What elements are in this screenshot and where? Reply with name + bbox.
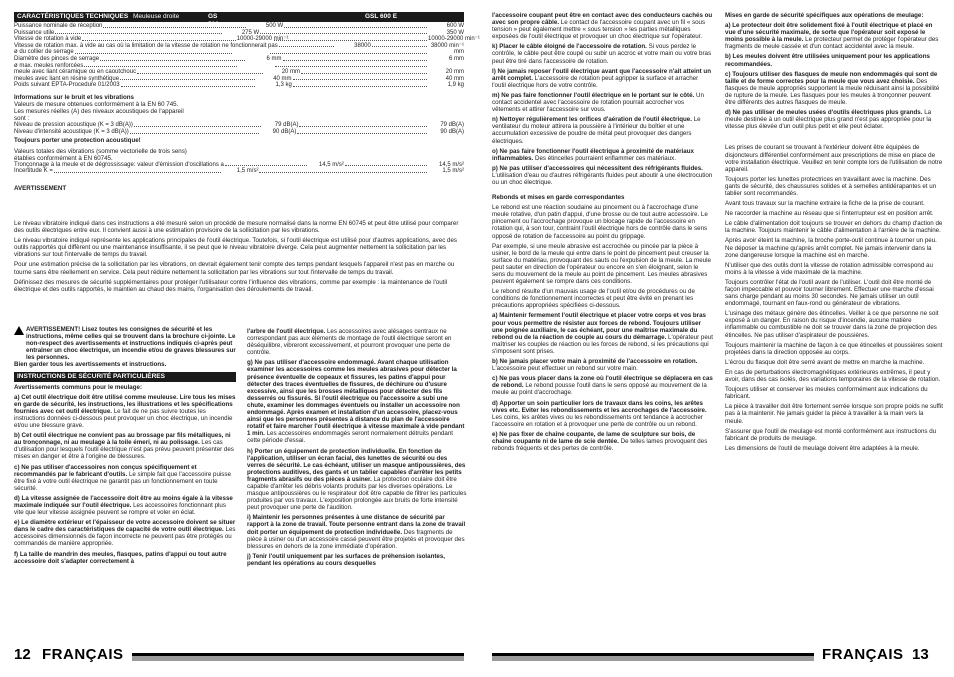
bold-lead: e) Le diamètre extérieur et l'épaisseur de votre accessoire doivent se situer dans le cadre des caractéristiques de capacité de votre outil électrique.: [14, 519, 236, 534]
paragraph: Toujours contrôler l'état de l'outil avant de l'utiliser. L'outil doit être monté de façon impeccable et pouvoir tourner librement. Effectuer une marche d'essai sans charge pendant au moins 30 secondes. Ne jamais utiliser un outil endommagé, tournant en faux-rond ou générateur de vibrations.: [725, 278, 934, 308]
body-text: Le ventilateur du moteur attirera la poussière à l'intérieur du boîtier et une accumulation excessive de poudre de métal peut provoquer des dangers électriques.: [492, 116, 701, 145]
col-b-paragraphs: [14, 394, 236, 565]
dot-leader: [259, 168, 427, 173]
col-e-plain: [725, 144, 943, 451]
text-line: Les mesures réelles (A) des niveaux acoustiques de l'appareil: [14, 108, 184, 116]
spec-value-a: 6 mm: [266, 55, 282, 62]
paragraph: La pièce à travailler doit être fortement serrée lorsque son propre poids ne suffit pas à la maintenir. Ne jamais guider la pièce à travailler à la main vers la meule.: [725, 403, 943, 425]
warning-block: AVERTISSEMENT! Lisez toutes les consignes de sécurité et les instructions, même celles qui se trouvent dans la brochure ci-jointe. Le non-respect des avertissements et instructions indiqués ci-après peut entraîner un choc électrique, un incendie et/ou de graves blessures sur les personnes.: [26, 326, 236, 362]
spec-value-b: 79 dB(A): [440, 122, 464, 129]
bold-lead: f) La taille de mandrin des meules, flasques, patins d'appui ou tout autre accessoire doit s'adapter correctement à: [14, 550, 227, 565]
paragraph: [492, 148, 713, 162]
dot-leader: [100, 56, 244, 61]
bold-lead: c) Ne pas utiliser d'accessoires non conçus spécifiquement et recommandés par le fabricant d'outils.: [14, 463, 197, 478]
paragraph: S'assurer que l'outil de meulage est monté conformément aux instructions du fabricant de produits de meulage.: [725, 427, 937, 442]
spec-value-a: 90 dB(A): [272, 128, 297, 135]
paragraph: [14, 432, 236, 460]
dot-leader: [225, 162, 307, 167]
paragraph: Le niveau vibratoire indiqué représente les applications principales de l'outil électrique. Toutefois, si l'outil électrique est utilisé pour d'autres applications, avec des outils rapportés qui diffèrent ou une maintenance insuffisante, il se peut que le niveau vibratoire diverge. Cela peut augmenter nettement la sollicitation par les vibrations sur tout l'intervalle de temps du travail.: [14, 237, 457, 259]
spec-row: [14, 69, 464, 76]
bold-lead: j) Tenir l'outil uniquement par les surfaces de préhension isolantes, pendant les opérations au cours desquelles: [247, 552, 446, 567]
paragraph: [725, 71, 943, 106]
spec-row: [14, 30, 464, 37]
spec-row: [14, 122, 464, 129]
paragraph: Pour une estimation précise de la sollicitation par les vibrations, on devrait également tenir compte des temps pendant lesquels l'appareil n'est pas en marche ou tourne sans être réellement en service. Cela peut réduire nettement la sollicitation par les vibrations sur tout l'intervalle de temps du travail.: [14, 261, 455, 276]
spec-row: [14, 129, 464, 136]
dot-leader: [297, 129, 427, 134]
noise-title: Informations sur le bruit et les vibrations: [14, 93, 134, 101]
dot-leader: [121, 82, 255, 87]
body-text: Les cas d'utilisation pour lesquels l'outil électrique n'est pas prévu peuvent présenter des mises en danger et être à l'origine de blessures.: [14, 439, 234, 461]
rebonds-paragraphs: [492, 204, 713, 309]
spec-row: [14, 162, 464, 169]
text-line: Valeurs totales des vibrations (somme vectorielle de trois sens): [14, 147, 187, 155]
body-text: La protection oculaire doit être capable d'arrêter les débris volants produits par les diverses opérations. Le masque antipoussières ou le respirateur doit être capable de filtrer les particules produites par vos travaux. L'exposition prolongée aux bruits de forte intensité peut provoquer une perte de l'audition.: [247, 475, 467, 512]
spec-row: [14, 49, 464, 56]
spec-value-b: 350 W: [446, 29, 465, 36]
bold-lead: a) Le protecteur doit être solidement fixé à l'outil électrique et placé en vue d'une sécurité maximale, de sorte que l'opérateur soit exposé le moins possible à la meule.: [725, 22, 933, 44]
model-1: GS 500 E: [208, 13, 219, 36]
vib-table: [14, 161, 465, 175]
spec-row: [14, 23, 464, 30]
dot-leader: [279, 43, 334, 48]
spec-label: Puissance nominale de réception: [14, 23, 103, 29]
paragraph: Par exemple, si une meule abrasive est accrochée ou pincée par la pièce à usiner, le bord de la meule qui entre dans le point de pincement peut creuser la surface du matériau, provoquant des sauts ou l'expulsion de la meule. La meule peut sauter en direction de l'opérateur ou encore en s'en éloignant, selon le sens du mouvement de la meule au point de pincement. Les meules abrasives peuvent également se rompre dans ces conditions.: [492, 242, 711, 286]
body-text: Le rebond pousse l'outil dans le sens opposé au mouvement de la meule au point d'accrochage.: [492, 382, 707, 397]
page-number-right: 13: [912, 646, 929, 663]
bold-lead: p) Ne pas utiliser d'accessoires qui nécessitent des réfrigérants fluides.: [492, 164, 703, 172]
safety-column-b: [14, 326, 236, 568]
bold-lead: l) Ne jamais reposer l'outil électrique avant que l'accessoire n'ait atteint un arrêt complet.: [492, 67, 711, 82]
keep-instructions: Bien garder tous les avertissements et instructions.: [14, 361, 167, 369]
spec-label: Tronçonnage à la meule et de dégrossissage: valeur d'émission d'oscillations a: [14, 161, 224, 168]
paragraph: [14, 464, 236, 492]
body-text: Si vous perdez le contrôle, le câble peut être coupé ou subir un accroc et votre main ou votre bras peut être tiré dans l'accessoire de rotation.: [492, 43, 712, 65]
spec-value-a: 10000-29000 min⁻¹: [236, 36, 289, 43]
paragraph: Ne raccorder la machine au réseau que si l'interrupteur est en position arrêt.: [725, 210, 934, 218]
body-text: L'utilisation d'eau ou d'autres réfrigérants fluides peut aboutir à une électrocution ou un choc électrique.: [492, 171, 713, 186]
dot-leader: [130, 129, 260, 134]
dot-leader: [55, 30, 222, 35]
paragraph: [247, 514, 467, 549]
common-warnings: Avertissements communs pour le meulage:: [14, 383, 143, 391]
vib-text: [14, 148, 240, 162]
paragraph: Les dimensions de l'outil de meulage doivent être adaptées à la meule.: [725, 444, 920, 452]
safety-column-d: [492, 12, 713, 455]
paragraph: [492, 375, 713, 396]
bold-lead: e) Ne pas fixer de chaîne coupante, de lame de sculpture sur bois, de chaîne coupante ni de lame de scie dentée.: [492, 430, 696, 445]
bold-lead: c) Toujours utiliser des flasques de meule non endommagés qui sont de taille et de forme correctes pour la meule que vous avez choisie.: [725, 70, 938, 85]
paragraph: [492, 12, 713, 40]
paragraph: Toujours maintenir la machine de façon à ce que étincelles et poussières soient projetées dans la direction opposée au corps.: [725, 341, 943, 356]
dot-leader: [293, 76, 427, 81]
text-line: établies conformément à EN 60745.: [14, 154, 113, 162]
paragraph: Toujours utiliser et conserver les meules conformément aux indications du fabricant.: [725, 386, 928, 401]
spec-row: [14, 56, 464, 63]
spec-value-b: 1,9 kg: [447, 82, 464, 89]
footer-gray-left: [132, 656, 464, 661]
paragraph: [492, 43, 713, 64]
bold-lead: a) Cet outil électrique doit être utilisé comme meuleuse. Lire tous les mises en garde de sécurité, les instructions, les illustrations et les spécifications fournies avec cet outil électrique.: [14, 393, 236, 415]
bold-lead: o) Ne pas faire fonctionner l'outil électrique à proximité de matériaux inflammables.: [492, 147, 694, 162]
dot-leader: [299, 122, 427, 127]
paragraph: [492, 431, 713, 452]
body-text: L'accessoire peut effectuer un rebond sur votre main.: [492, 365, 638, 373]
spec-label: meule avec liant céramique ou en caoutchouc: [14, 69, 137, 76]
bold-lead: b) Les meules doivent être utilisées uniquement pour les applications recommandées.: [725, 53, 930, 68]
spec-value-b: mm: [454, 49, 465, 56]
dot-leader: [275, 63, 427, 68]
paragraph: En cas de perturbations électromagnétiques extérieures extrêmes, il peut y avoir, dans des cas isolés, des variations temporaires de la vitesse de rotation.: [725, 368, 941, 384]
bold-lead: h) Porter un équipement de protection individuelle. En fonction de l'application, utiliser un écran facial, des lunettes de sécurité ou des verres de sécurité. Le cas échéant, utiliser un masque antipoussières, des protections auditives, des gants et un tablier capables d'arrêter les petits fragments abrasifs ou des pièces à usiner.: [247, 447, 466, 483]
footer-gray-right: [492, 656, 814, 661]
body-text: La meule destinée à un outil électrique plus grand n'est pas appropriée pour la vitesse plus élevée d'un outil plus petit et elle peut éclater.: [725, 109, 932, 131]
spec-header-bar-2: [240, 12, 464, 22]
dot-leader: [82, 36, 235, 41]
paragraph: [725, 22, 943, 50]
bold-lead: l'accessoire coupant peut être en contact avec des conducteurs cachés ou avec son propre câble.: [492, 12, 713, 27]
dot-leader: [84, 63, 236, 68]
spec-row: [14, 43, 464, 50]
paragraph: [247, 448, 467, 512]
body-text: Un contact accidentel avec l'accessoire de rotation pourrait accrocher vos vêtements et attirer l'accessoire sur vous.: [492, 91, 704, 114]
dot-leader: [274, 36, 427, 41]
paragraph: [492, 116, 713, 144]
spec-label: ø max. meules renforcées: [14, 62, 84, 69]
bold-lead: d) La vitesse assignée de l'accessoire doit être au moins égale à la vitesse maximale indiquée sur l'outil électrique.: [14, 494, 233, 509]
paragraph: Toujours porter les lunettes protectrices en travaillant avec la machine. Des gants de sécurité, des chaussures solides et à semelles antidérapantes et un tablier sont recommandés.: [725, 175, 937, 197]
spec-value-b: 40 mm: [445, 75, 464, 82]
model-2: GSL 600 E: [365, 13, 398, 20]
spec-label: Vitesse de rotation max. à vide au cas où la limitation de la vitesse de rotation ne fonctionnerait pas: [14, 42, 278, 49]
spec-label: Niveau d'intensité acoustique (K = 3 dB(A)): [14, 128, 129, 135]
paragraph: [492, 400, 713, 428]
spec-value-a: 14,5 m/s²: [318, 161, 344, 168]
footer-title-right: FRANÇAIS: [822, 646, 904, 663]
noise-text: [14, 101, 240, 122]
avert-paragraphs: [14, 220, 464, 296]
spec-subtitle: Meuleuse droite: [133, 13, 180, 20]
dot-leader: [345, 162, 427, 167]
spec-value-a: 20 mm: [281, 69, 301, 76]
spec-value-a: [238, 63, 274, 70]
warning-icon: [14, 326, 24, 335]
col-d2-paragraphs: [492, 312, 713, 452]
spec-value-b: 20 mm: [445, 69, 465, 76]
paragraph: [14, 519, 236, 547]
body-text: Des étincelles pourraient enflammer ces matériaux.: [533, 154, 676, 162]
safety-column-c: [247, 328, 467, 570]
body-text: Les accessoires avec alésages centraux ne correspondant pas aux éléments de montage de l'outil électrique seront en déséquilibre, vibreront excessivement, et pourront provoquer une perte de contrôle.: [247, 328, 452, 357]
paragraph: [247, 359, 467, 444]
col-e-paragraphs: [725, 22, 943, 130]
avert-title: AVERTISSEMENT: [14, 184, 67, 192]
dot-leader: [120, 76, 254, 81]
instr-title: INSTRUCTIONS DE SÉCURITÉ PARTICULIÈRES: [17, 372, 165, 380]
dot-leader: [301, 69, 427, 74]
paragraph: [14, 551, 236, 565]
paragraph: [492, 312, 713, 355]
spec-value-a: [233, 49, 269, 56]
spec-value-b: 90 dB(A): [440, 128, 464, 135]
ear-protection: Toujours porter une protection acoustique!: [14, 136, 141, 144]
body-text: Le simple fait que l'accessoire puisse être fixé à votre outil électrique ne garantit pas un fonctionnement en toute sécurité.: [14, 470, 231, 492]
dot-leader: [283, 56, 427, 61]
spec-value-a: 500 W: [265, 23, 284, 29]
bold-lead: m) Ne pas faire fonctionner l'outil électrique en le portant sur le côté.: [492, 91, 695, 99]
paragraph: Le rebond est une réaction soudaine au pincement ou à l'accrochage d'une meule rotative, d'un patin d'appui, d'une brosse ou de tout autre accessoire. Le pincement ou l'accrochage provoque un blocage rapide de l'accessoire en rotation qui, à son tour, contraint l'outil électrique hors de contrôle dans le sens opposé de rotation de l'accessoire au point du grippage.: [492, 204, 708, 240]
paragraph: [492, 358, 713, 372]
spec-value-a: 275 W: [241, 29, 260, 36]
bold-lead: n) Nettoyer régulièrement les orifices d'aération de l'outil électrique.: [492, 116, 692, 124]
body-text: Le fait de ne pas suivre toutes les instructions données ci-dessous peut provoquer un choc électrique, un incendie et/ou une blessure grave.: [14, 407, 233, 430]
body-text: Le contact de l'accessoire coupant avec un fil « sous tension » peut également mettre « sous tension » les parties métalliques exposées de l'outil électrique et provoquer un choc électrique sur l'opérateur.: [492, 19, 706, 41]
spec-label: Puissance utile: [14, 29, 55, 36]
bold-lead: l'arbre de l'outil électrique.: [247, 328, 326, 335]
bold-lead: d) Ne pas utiliser de meules usées d'outils électriques plus grands.: [725, 109, 923, 117]
dot-leader: [134, 122, 262, 127]
right-footer: [492, 647, 942, 663]
spec-label: ø du collier de serrage: [14, 49, 74, 56]
dot-leader: [75, 49, 232, 54]
paragraph: [247, 328, 467, 356]
spec-row: [14, 82, 464, 89]
bold-lead: b) Cet outil électrique ne convient pas au brossage par fils métalliques, ni au tronçonnage, ni au meulage à la toile émeri, ni au polissage.: [14, 432, 231, 447]
noise-table: [14, 122, 464, 135]
spec-value-b: 38000 min⁻¹: [430, 42, 464, 49]
spec-value-a: 1,3 kg: [275, 82, 292, 89]
paragraph: [725, 53, 943, 67]
spec-row: [14, 63, 464, 70]
spec-value-a: 1,5 m/s²: [236, 168, 259, 175]
dot-leader: [284, 23, 427, 28]
bold-lead: b) Ne jamais placer votre main à proximité de l'accessoire en rotation.: [492, 358, 698, 366]
dot-leader: [137, 69, 263, 74]
spec-row: [14, 168, 464, 175]
rebonds-title: Rebonds et mises en garde correspondantes: [492, 194, 625, 202]
body-text: Les accessoires dimensionnés de façon incorrecte ne peuvent pas être protégés ou commandés de manière appropriée.: [14, 526, 236, 548]
dot-leader: [270, 49, 427, 54]
paragraph: L'écrou du flasque doit être serré avant de mettre en marche la machine.: [725, 358, 925, 366]
bold-lead: d) Apporter un soin particulier lors de travaux dans les coins, les arêtes vives etc. Eviter les rebondissements et les accrochages de l'accessoire.: [492, 399, 707, 414]
paragraph: Définissez des mesures de sécurité supplémentaires pour protéger l'utilisateur contre l'influence des vibrations, comme par exemple : la maintenance de l'outil électrique et des outils rapportés, le maintien au chaud des mains, l'organisation des déroulements de travail.: [14, 278, 448, 293]
paragraph: Les prises de courant se trouvant à l'extérieur doivent être équipées de disjoncteurs différentiel conformément aux prescriptions de mise en place de votre installation électrique. Veuillez en tenir compte lors de l'utilisation de notre appareil.: [725, 144, 943, 173]
spec-value-b: 600 W: [446, 23, 465, 29]
paragraph: Après avoir éteint la machine, la broche porte-outil continue à tourner un peu. Ne déposer la machine qu'après arrêt complet. Ne jamais intervenir dans la zone dangereuse lorsque la machine est en marche.: [725, 237, 937, 259]
paragraph: [492, 92, 713, 113]
spec-title: CARACTÉRISTIQUES TECHNIQUES: [17, 13, 129, 20]
spec-label: Vitesse de rotation à vide: [14, 36, 82, 43]
dot-leader: [372, 43, 427, 48]
spec-label: Incertitude K =: [14, 168, 53, 175]
spec-value-b: 1,5 m/s²: [442, 168, 465, 175]
paragraph: [725, 109, 943, 130]
body-text: Les coins, les arêtes vives ou les rebondissements ont tendance à accrocher l'accessoire en rotation et à provoquer une perte de contrôle ou un rebond.: [492, 413, 703, 428]
paragraph: Le rebond résulte d'un mauvais usage de l'outil et/ou de procédures ou de conditions de fonctionnement incorrectes et peut être évité en prenant les précautions appropriées spécifiées ci-dessous.: [492, 288, 695, 310]
col-d-paragraphs: [492, 12, 713, 186]
spec-row: [14, 36, 480, 43]
safety-column-e: [725, 12, 943, 455]
col-e-title: Mises en garde de sécurité spécifiques aux opérations de meulage:: [725, 12, 924, 19]
body-text: Le protecteur permet de protéger l'opérateur des fragments de meule cassée et d'un contact accidentel avec la meule.: [725, 36, 939, 51]
body-text: Des flasques de meule appropriés supportent la meule réduisant ainsi la possibilité de rupture de la meule. Les flasques pour les meules à tronçonner peuvent être différents des autres flasques de meule.: [725, 77, 940, 107]
spec-column-2: [240, 12, 464, 22]
spec-value-b: 14,5 m/s²: [439, 161, 465, 168]
left-footer: [14, 647, 464, 663]
paragraph: L'usinage des métaux génère des étincelles. Veiller à ce que personne ne soit exposé à un danger. En raison du risque d'incendie, aucune matière inflammable ou combustible ne doit se trouver dans la zone de projection des étincelles. Ne pas utiliser d'aspirateur de poussières.: [725, 310, 939, 339]
spec-value-b: 10000-29000 min⁻¹: [428, 36, 480, 43]
paragraph: Le câble d'alimentation doit toujours se trouver en dehors du champ d'action de la machine. Toujours maintenir le câble d'alimentation à l'arrière de la machine.: [725, 220, 943, 235]
paragraph: N'utiliser que des outils dont la vitesse de rotation admissible correspond au moins à la vitesse à vide maximale de la machine.: [725, 261, 933, 276]
instr-header-bar: [14, 372, 236, 382]
spec-label: Niveau de pression acoustique (K = 3 dB(A)): [14, 122, 133, 129]
paragraph: Avant tous travaux sur la machine extraire la fiche de la prise de courant.: [725, 200, 925, 208]
spec-label: Diamètre des pinces de serrage: [14, 55, 100, 62]
spec-label: meules avec liant en résine synthétique: [14, 75, 120, 82]
dot-leader: [103, 23, 246, 28]
body-text: Des fragments de pièce à usiner ou d'un accessoire cassé peuvent être projetés et provoquer des blessures en dehors de la zone immédiate d'opération.: [247, 528, 465, 550]
page-number-left: 12: [14, 646, 31, 663]
spec-value-a: 79 dB(A): [274, 122, 299, 129]
paragraph: [492, 165, 713, 186]
spec-label: Poids suivant EPTA-Procedure 01/2003: [14, 82, 120, 89]
paragraph: Le niveau vibratoire indiqué dans ces instructions a été mesuré selon un procédé de mesure normalisé dans la norme EN 60745 et peut être utilisé pour comparer des outils électriques entre eux. Il convient aussi à une estimation provisoire de la sollicitation par les vibrations.: [14, 220, 459, 235]
text-line: sont :: [14, 115, 30, 123]
paragraph: [492, 68, 713, 89]
bold-lead: k) Placer le câble éloigné de l'accessoire de rotation.: [492, 43, 647, 51]
text-line: Valeurs de mesure obtenues conformément à la EN 60 745.: [14, 101, 179, 109]
paragraph: [14, 394, 236, 429]
spec-table: [14, 23, 480, 89]
body-text: De telles lames provoquent des rebonds fréquents et des pertes de contrôle.: [492, 437, 708, 453]
bold-lead: c) Ne pas vous placer dans la zone où l'outil électrique se déplacera en cas de rebond.: [492, 375, 713, 390]
footer-title-left: FRANÇAIS: [42, 646, 124, 663]
spec-value-b: 6 mm: [449, 55, 465, 62]
spec-value-a: 40 mm: [273, 75, 292, 82]
paragraph: [247, 553, 467, 567]
dot-leader: [260, 30, 427, 35]
spec-value-a: 38000: [354, 42, 371, 49]
dot-leader: [54, 168, 222, 173]
spec-row: [14, 76, 464, 83]
body-text: L'opérateur peut maîtriser les couples de réaction ou les forces de rebond, si les précautions qui s'imposent sont prises.: [492, 333, 713, 355]
paragraph: [14, 495, 236, 516]
bold-lead: g) Ne pas utiliser d'accessoire endommagé. Avant chaque utilisation examiner les accessoires comme les meules abrasives pour détecter la présence éventuelle de copeaux et fissures, les patins d'appui pour détecter des traces éventuelles de fissures, de déchirure ou d'usure excessive, ainsi que les brosses métalliques pour détecter des fils desserrés ou fissurés. Si l'outil électrique ou l'accessoire a subi une chute, examiner les dommages éventuels ou installer un accessoire non endommagé. Après examen et installation d'un accessoire, placez-vous ainsi que les personnes présentes à distance du plan de l'accessoire rotatif et faire marcher l'outil électrique à vitesse maximale à vide pendant 1 min.: [247, 359, 465, 438]
body-text: Les accessoires endommagés seront normalement détruits pendant cette période d'essai.: [247, 430, 454, 445]
dot-leader: [293, 82, 427, 87]
body-text: Les accessoires fonctionnant plus vite que leur vitesse assignée peuvent se rompre et voler en éclat.: [14, 501, 226, 517]
bold-lead: a) Maintenir fermement l'outil électrique et placer votre corps et vos bras pour vous permettre de résister aux forces de rebond. Toujours utiliser une poignée auxiliaire, le cas échéant, pour une maîtrise maximale du rebond ou de la réaction de couple au cours du démarrage.: [492, 312, 706, 341]
body-text: L'accessoire de rotation peut agripper la surface et arracher l'outil électrique hors de votre contrôle.: [492, 74, 699, 89]
bold-lead: i) Maintenir les personnes présentes à une distance de sécurité par rapport à la zone de travail. Toute personne entrant dans la zone de travail doit porter un équipement de protection individuelle.: [247, 514, 466, 536]
spec-value-b: [428, 63, 464, 70]
